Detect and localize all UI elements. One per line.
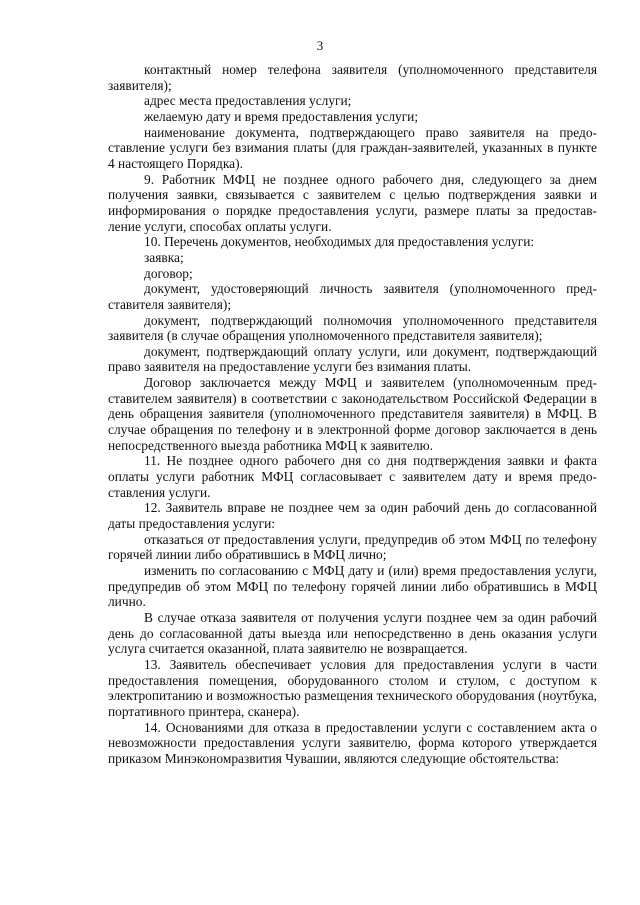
document-body xyxy=(108,62,597,767)
paragraph-desired-date: желаемую дату и время предоставления услуги; xyxy=(144,108,419,124)
paragraph-contract-conclusion: Договор заключается между МФЦ и заявителем (уполномоченным представителем заявителя) в соответствии с законодательством Российской Федерации в день обращения заявителя (уполномоченного представителя заявителя) в МФЦ. В случае обращения по телефону и в электронной форме договор заключается в день непосредственного выезда работника МФЦ к заявителю. xyxy=(108,375,597,453)
page-number: 3 xyxy=(316,38,324,53)
paragraph-authority-document: документ, подтверждающий полномочия уполномоченного представителя заявителя (в случае обращения уполномоченного представителя заявителя); xyxy=(108,312,597,344)
paragraph-item-12: 12. Заявитель вправе не позднее чем за один рабочий день до согласованной даты предоставления услуги: xyxy=(108,500,597,532)
paragraph-refusal-case: В случае отказа заявителя от получения услуги позднее чем за один рабочий день до согласованной даты выезда или непосредственно в день оказания услуги услуга считается оказанной, плата заявителю не возвращается. xyxy=(108,609,597,657)
paragraph-contact-phone: контактный номер телефона заявителя (уполномоченного представителя заявителя); xyxy=(108,62,597,93)
paragraph-item-11: 11. Не позднее одного рабочего дня со дня подтверждения заявки и факта оплаты услуги работник МФЦ согласовывает с заявителем дату и время предоставления услуги. xyxy=(108,453,597,500)
paragraph-document-name: наименование документа, подтверждающего право заявителя на предоставление услуги без взимания платы (для граждан-заявителей, указанных в пункте 4 настоящего Порядка). xyxy=(108,124,597,171)
paragraph-contract: договор; xyxy=(144,265,193,281)
paragraph-refuse-service: отказаться от предоставления услуги, предупредив об этом МФЦ по телефону горячей линии либо обратившись в МФЦ лично; xyxy=(108,531,597,563)
paragraph-payment-document: документ, подтверждающий оплату услуги, или документ, подтверждающий право заявителя на предоставление услуги без взимания платы. xyxy=(108,343,597,375)
paragraph-identity-document: документ, удостоверяющий личность заявителя (уполномоченного представителя заявителя); xyxy=(108,281,597,312)
paragraph-change-date: изменить по согласованию с МФЦ дату и (или) время предоставления услуги, предупредив об этом МФЦ по телефону горячей линии либо обратившись в МФЦ лично. xyxy=(108,563,597,610)
paragraph-item-10: 10. Перечень документов, необходимых для предоставления услуги: xyxy=(144,234,535,250)
paragraph-item-13: 13. Заявитель обеспечивает условия для предоставления услуги в части предоставления помещения, оборудованного столом и стулом, с доступом к электропитанию и возможностью размещения технического оборудования (ноутбука, портативного принтера, сканера). xyxy=(108,656,597,719)
paragraph-service-address: адрес места предоставления услуги; xyxy=(144,93,352,109)
paragraph-application: заявка; xyxy=(144,249,184,265)
paragraph-item-14: 14. Основаниями для отказа в предоставлении услуги с составлением акта о невозможности предоставления услуги заявителю, форма которого утверждается приказом Минэкономразвития Чувашии, являются следующие обстоятельства: xyxy=(108,719,597,766)
paragraph-item-9: 9. Работник МФЦ не позднее одного рабочего дня, следующего за днем получения заявки, связывается с заявителем с целью подтверждения заявки и информирования о порядке предоставления услуги, размере платы за предоставление услуги, способах оплаты услуги. xyxy=(108,171,597,234)
